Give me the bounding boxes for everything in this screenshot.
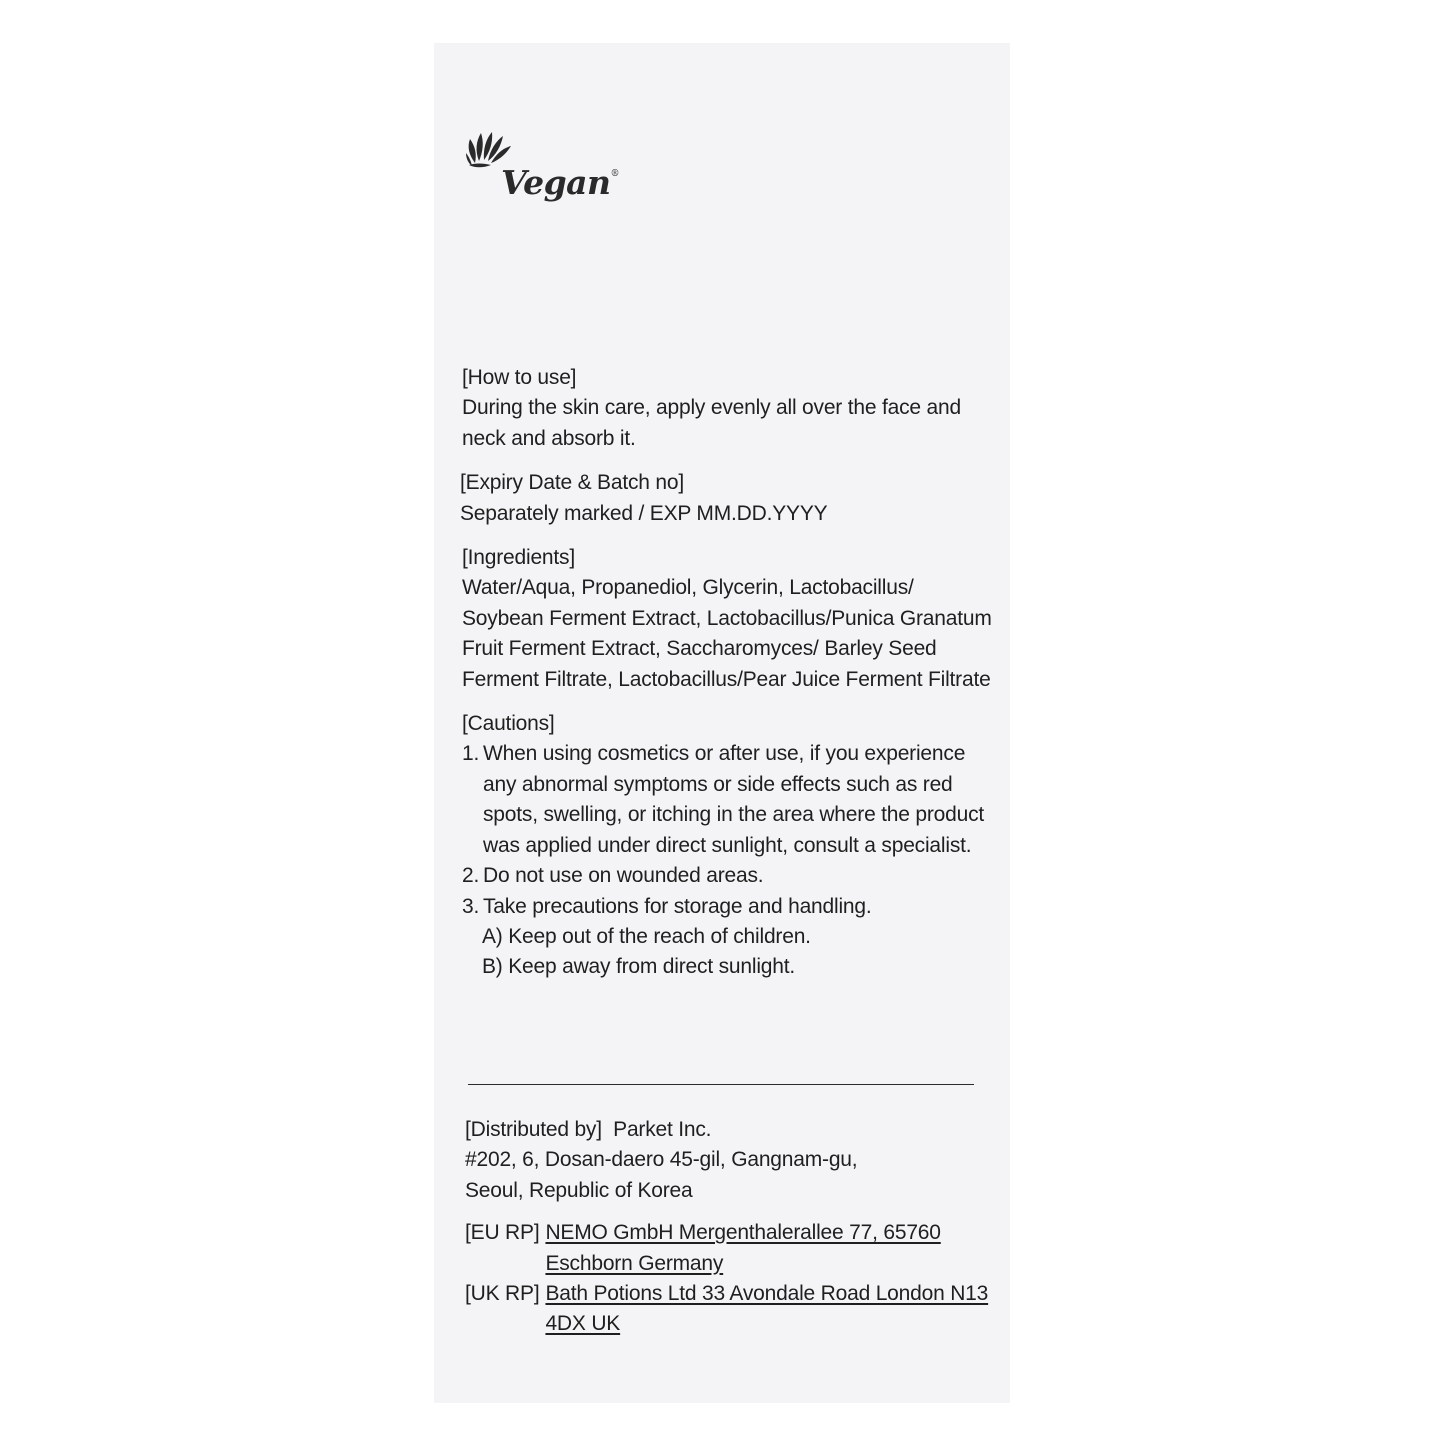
caution-sub-text: A) Keep out of the reach of children. bbox=[482, 924, 811, 948]
registered-mark: ® bbox=[610, 169, 620, 179]
how-to-use-text: During the skin care, apply evenly all over the face and neck and absorb it. bbox=[462, 396, 961, 450]
distributor-company: Parket Inc. bbox=[613, 1118, 712, 1141]
uk-rp-label: [UK RP] bbox=[465, 1282, 540, 1306]
caution-sub-item bbox=[462, 922, 992, 952]
uk-rp-row bbox=[465, 1279, 995, 1340]
how-to-use-section bbox=[462, 363, 992, 454]
caution-number: 1. bbox=[462, 742, 480, 766]
cautions-section bbox=[462, 709, 992, 983]
vegan-logo-text: Vegan® bbox=[501, 163, 620, 202]
ingredients-section bbox=[462, 543, 992, 695]
eu-rp-row bbox=[465, 1218, 995, 1279]
expiry-text: Separately marked / EXP MM.DD.YYYY bbox=[460, 501, 828, 525]
caution-text: Take precautions for storage and handling. bbox=[483, 894, 872, 918]
distribution-section bbox=[465, 1115, 995, 1340]
caution-number: 3. bbox=[462, 894, 480, 918]
product-label-card bbox=[434, 43, 1010, 1403]
cautions-heading: [Cautions] bbox=[462, 712, 555, 736]
caution-text: Do not use on wounded areas. bbox=[483, 864, 764, 888]
caution-item bbox=[462, 892, 992, 922]
eu-rp-value: NEMO GmbH Mergenthalerallee 77, 65760 Eschborn Germany bbox=[545, 1221, 941, 1275]
cautions-list bbox=[462, 739, 992, 982]
eu-rp-label: [EU RP] bbox=[465, 1221, 540, 1245]
label-content bbox=[462, 363, 992, 997]
vegan-logo bbox=[461, 119, 620, 229]
caution-item bbox=[462, 861, 992, 891]
uk-rp-value: Bath Potions Ltd 33 Avondale Road London N13 4DX UK bbox=[545, 1282, 989, 1336]
caution-sub-text: B) Keep away from direct sunlight. bbox=[482, 955, 796, 979]
caution-item bbox=[462, 739, 992, 861]
distributor-label: [Distributed by] bbox=[465, 1118, 602, 1141]
divider bbox=[468, 1084, 974, 1085]
distributor-line bbox=[465, 1115, 995, 1145]
ingredients-heading: [Ingredients] bbox=[462, 546, 575, 570]
expiry-heading: [Expiry Date & Batch no] bbox=[460, 471, 684, 495]
distributor-address-line2: Seoul, Republic of Korea bbox=[465, 1178, 693, 1202]
ingredients-text: Water/Aqua, Propanediol, Glycerin, Lactobacillus/ Soybean Ferment Extract, Lactobacillus/Punica Granatum Fruit Ferment Extract, Saccharomyces/ Barley Seed Ferment Filtrate, Lactobacillus/Pear Juice Ferment Filtrate bbox=[462, 576, 992, 691]
how-to-use-heading: [How to use] bbox=[462, 366, 577, 389]
caution-text: When using cosmetics or after use, if you experience any abnormal symptoms or side effects such as red spots, swelling, or itching in the area where the product was applied under direct sunlight, consult a specialist. bbox=[483, 742, 985, 857]
distributor-address-line1: #202, 6, Dosan-daero 45-gil, Gangnam-gu, bbox=[465, 1148, 858, 1172]
expiry-section bbox=[460, 468, 992, 529]
caution-number: 2. bbox=[462, 864, 480, 888]
caution-sub-item bbox=[462, 952, 992, 982]
